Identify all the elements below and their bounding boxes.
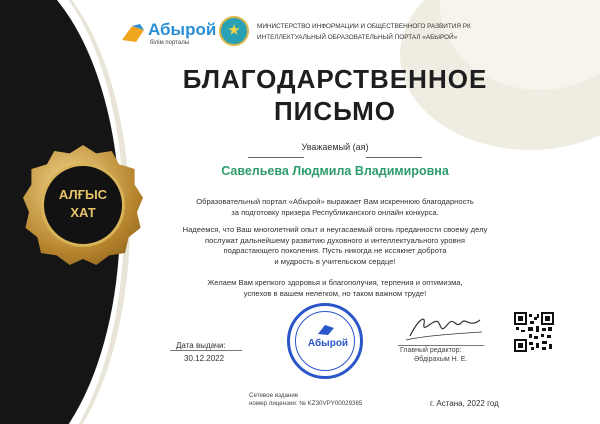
logo-subtitle: білім порталы <box>150 40 190 46</box>
city-year: г. Астана, 2022 год <box>430 399 499 408</box>
paragraph-thanks <box>150 197 520 218</box>
qr-code-icon[interactable] <box>514 312 554 352</box>
issue-date-value: 30.12.2022 <box>184 354 225 363</box>
editor-signature-icon <box>404 310 484 344</box>
date-underline <box>170 350 242 351</box>
text-line: Надеемся, что Ваш многолетний опыт и неугасаемый огонь преданности своему делу <box>182 225 488 234</box>
text-line: Желаем Вам крепкого здоровья и благополучия, терпения и оптимизма, <box>207 278 463 287</box>
ministry-header <box>257 21 471 43</box>
signature-underline <box>398 345 484 346</box>
medal-text-line-2: ХАТ <box>70 205 96 220</box>
paragraph-wishes <box>150 278 520 299</box>
document-title-line-2: ПИСЬМО <box>273 96 397 126</box>
text-line: успехов в вашем нелегком, но таком важном труде! <box>243 288 427 298</box>
edition-info <box>249 392 362 408</box>
text-line: и мудрость в учительском сердце! <box>274 256 396 266</box>
paragraph-hopes <box>150 225 520 267</box>
greeting: Уважаемый (ая) <box>301 142 369 152</box>
divider-right <box>366 157 422 158</box>
text-line: Образовательный портал «Абырой» выражает Вам искреннюю благодарность <box>196 197 474 206</box>
kazakhstan-emblem-icon <box>219 16 249 46</box>
ministry-line-1: МИНИСТЕРСТВО ИНФОРМАЦИИ И ОБЩЕСТВЕННОГО РАЗВИТИЯ РК <box>257 23 471 30</box>
divider-left <box>248 157 304 158</box>
edition-line-2: номер лицензии: № KZ30VPY00029365 <box>249 400 363 407</box>
stamp-cap-icon <box>317 322 335 336</box>
editor-label: Главный редактор: <box>400 347 462 354</box>
graduation-cap-icon <box>120 20 146 46</box>
recipient-name: Савельева Людмила Владимировна <box>221 164 449 178</box>
editor-name: Әбдірахым Н. Е. <box>414 356 468 363</box>
ministry-line-2: ИНТЕЛЛЕКТУАЛЬНЫЙ ОБРАЗОВАТЕЛЬНЫЙ ПОРТАЛ «АБЫРОЙ» <box>257 34 458 41</box>
stamp-text: Абырой <box>307 338 349 349</box>
logo-name: Абырой <box>148 20 217 39</box>
text-line: подрастающего поколения. Пусть никогда не иссякнет доброта <box>223 246 447 255</box>
official-stamp <box>287 303 363 379</box>
gold-medal-badge <box>23 145 143 265</box>
abyroi-logo <box>120 18 215 52</box>
emblem-star-icon <box>228 24 240 36</box>
text-line: послужат дальнейшему развитию духовного и интеллектуального уровня <box>205 235 465 245</box>
medal-text-line-1: АЛҒЫС <box>58 187 108 202</box>
issue-date-label: Дата выдачи: <box>176 341 226 350</box>
text-line: за подготовку призера Республиканского онлайн конкурса. <box>231 207 439 217</box>
edition-line-1: Сетевое издание <box>249 392 299 399</box>
document-title-line-1: БЛАГОДАРСТВЕННОЕ <box>182 64 488 94</box>
